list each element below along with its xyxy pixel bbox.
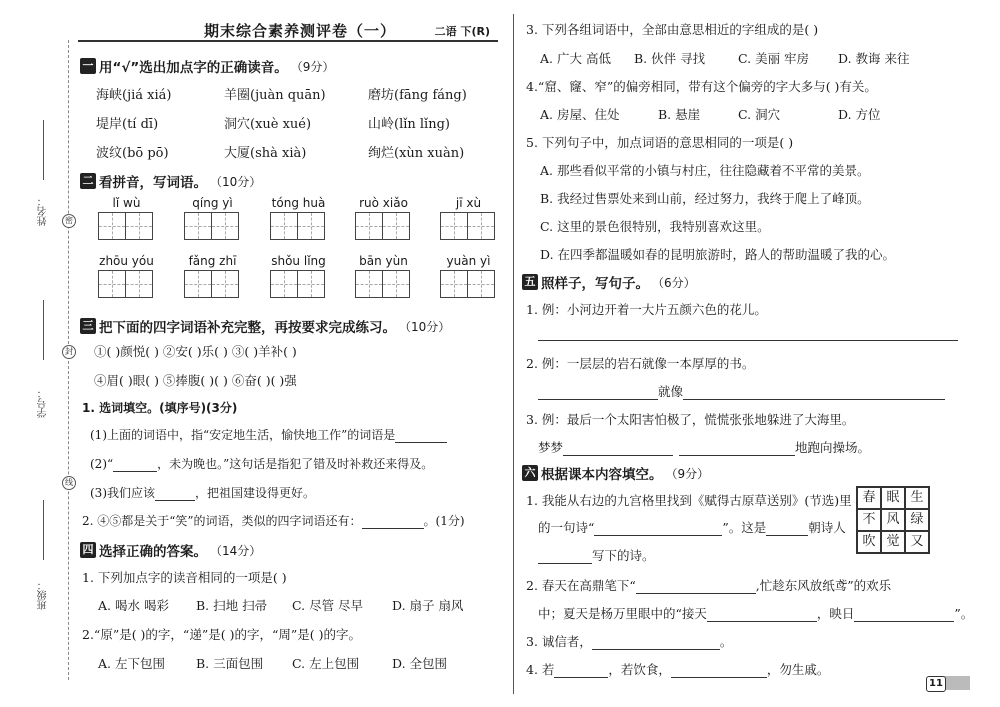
section-points: （9分） [290, 59, 335, 74]
class-blank[interactable] [43, 500, 44, 560]
section-title: 照样子，写句子。 [541, 276, 649, 292]
student-id-label: 学号： [38, 388, 49, 418]
pinyin-label: fǎng zhī [188, 254, 237, 268]
binding-gutter [0, 0, 78, 707]
pronunciation-item[interactable]: 大厦(shà xià) [224, 146, 307, 161]
pinyin-label: ruò xiǎo [359, 196, 408, 210]
answer-blank[interactable] [671, 663, 767, 678]
question-text: (2)“ [90, 457, 114, 471]
page-header [78, 18, 498, 42]
section-title: 选择正确的答案。 [99, 544, 207, 560]
fill-question [538, 604, 973, 622]
choice-option-c[interactable]: C. 这里的景色很特别，我特别喜欢这里。 [540, 219, 770, 234]
section-1-heading [80, 56, 334, 76]
grid-cell: 绿 [905, 509, 929, 531]
pinyin-writing-box[interactable] [355, 196, 412, 244]
question-text: 中；夏天是杨万里眼中的“接天 [538, 606, 707, 621]
answer-blank[interactable] [683, 385, 945, 400]
page-number: 11 [926, 676, 946, 692]
idiom-fill-line[interactable]: ①( )颜悦( ) ②安( )乐( ) ③( )羊补( ) [94, 344, 297, 359]
fill-question [526, 632, 732, 650]
choice-option-a[interactable]: A. 那些看似平常的小镇与村庄，往往隐藏着不平常的美景。 [540, 163, 870, 178]
answer-blank[interactable] [362, 514, 424, 529]
answer-blank[interactable] [679, 441, 795, 456]
grid-cell: 眠 [881, 487, 905, 509]
pinyin-writing-box[interactable] [440, 196, 497, 244]
section-points: （10分） [399, 319, 451, 334]
answer-blank[interactable] [766, 521, 808, 536]
choice-question: 1. 下列加点字的读音相同的一项是( ) [82, 570, 287, 585]
question-text: ，把祖国建设得更好。 [195, 486, 316, 500]
section-number: 一 [80, 58, 96, 74]
pinyin-label: qíng yì [192, 196, 233, 210]
seal-circle-2: 封 [62, 345, 76, 359]
pinyin-label: shǒu lǐng [271, 254, 326, 268]
choice-question: 2.“原”是( )的字，“递”是( )的字，“周”是( )的字。 [82, 627, 361, 642]
choice-option-c[interactable]: C. 尽管 尽早 [292, 598, 364, 613]
choice-option-b[interactable]: B. 三面包围 [196, 656, 264, 671]
fill-question [82, 512, 465, 529]
choice-option-b[interactable]: B. 扫地 扫帚 [196, 598, 268, 613]
pinyin-label: tóng huà [271, 196, 326, 210]
choice-option-a[interactable]: A. 喝水 喝彩 [98, 598, 169, 613]
question-text: ，勿生戚。 [766, 662, 830, 677]
choice-option-d[interactable]: D. 全包围 [392, 656, 448, 671]
seal-circle-3: 线 [62, 476, 76, 490]
fill-question [538, 518, 846, 536]
fill-question [538, 546, 655, 564]
question-text: ，映日 [816, 606, 855, 621]
answer-blank[interactable] [554, 663, 608, 678]
choice-option-c[interactable]: C. 洞穴 [738, 107, 781, 122]
answer-blank[interactable] [854, 607, 954, 622]
answer-blank[interactable] [538, 549, 592, 564]
pinyin-label: jī xù [455, 196, 482, 210]
question-text: 4. 若 [526, 662, 555, 677]
student-id-blank[interactable] [43, 300, 44, 360]
grid-cell: 春 [857, 487, 881, 509]
writing-grid [270, 212, 324, 240]
answer-blank[interactable] [538, 385, 658, 400]
answer-blank[interactable] [636, 579, 756, 594]
choice-option-d[interactable]: D. 在四季都温暖如春的昆明旅游时，路人的帮助温暖了我的心。 [540, 247, 896, 262]
choice-option-d[interactable]: D. 教诲 来往 [838, 51, 910, 66]
question-text: 就像 [658, 384, 684, 399]
seal-circle-1: 密 [62, 214, 76, 228]
question-points: 。(1分) [423, 514, 465, 528]
fill-question [90, 455, 433, 472]
section-title: 根据课本内容填空。 [541, 467, 663, 483]
question-text: 2. ④⑤都是关于“笑”的词语，类似的四字词语还有： [82, 514, 362, 528]
pinyin-label: zhōu yóu [99, 254, 154, 268]
class-label: 班级： [38, 580, 49, 610]
fill-question [526, 660, 829, 678]
pinyin-writing-box[interactable] [270, 196, 327, 244]
section-points: （14分） [210, 543, 262, 558]
left-column [78, 0, 510, 707]
question-text: 写下的诗。 [592, 548, 655, 563]
question-text: 2. 春天在高鼎笔下“ [526, 578, 636, 593]
answer-blank[interactable] [113, 457, 157, 472]
pinyin-writing-box[interactable] [355, 254, 412, 302]
pronunciation-item[interactable]: 山岭(lǐn lǐng) [368, 117, 450, 132]
section-number: 二 [80, 173, 96, 189]
question-text: 梦梦 [538, 440, 564, 455]
writing-grid [184, 270, 238, 298]
name-label: 姓名： [38, 196, 49, 226]
choice-option-c[interactable]: C. 美丽 牢房 [738, 51, 810, 66]
writing-grid [355, 212, 409, 240]
question-text: ,忙趁东风放纸鸢”的欢乐 [755, 578, 892, 593]
answer-blank[interactable] [594, 521, 722, 536]
section-2-heading [80, 171, 261, 191]
question-text: (1)上面的词语中，指“安定地生活，愉快地工作”的词语是 [90, 428, 396, 442]
section-6-heading [522, 463, 709, 483]
section-number: 六 [522, 465, 538, 481]
pinyin-writing-box[interactable] [184, 196, 241, 244]
pinyin-writing-box[interactable] [184, 254, 241, 302]
section-5-heading [522, 272, 696, 292]
section-points: （6分） [652, 275, 696, 290]
choice-question: 3. 下列各组词语中，全部由意思相近的字组成的是( ) [526, 22, 819, 37]
fill-question [90, 484, 315, 501]
section-points: （10分） [210, 174, 262, 189]
pronunciation-item[interactable]: 海峡(jiá xiá) [96, 88, 172, 103]
section-title: 看拼音，写词语。 [99, 175, 207, 191]
fill-question [90, 426, 447, 443]
answer-blank[interactable] [592, 635, 720, 650]
example-sentence: 3. 例：最后一个太阳害怕极了，慌慌张张地躲进了大海里。 [526, 412, 855, 427]
question-text: ，未为晚也。”这句话是指犯了错及时补救还来得及。 [157, 457, 434, 471]
right-column [520, 0, 990, 707]
question-text: 朝诗人 [808, 520, 846, 535]
choice-option-a[interactable]: A. 左下包围 [98, 656, 165, 671]
choice-option-b[interactable]: B. 悬崖 [658, 107, 701, 122]
writing-grid [440, 270, 494, 298]
pinyin-label: bān yùn [359, 254, 408, 268]
idiom-fill-line[interactable]: ④眉( )眼( ) ⑤捧腹( )( ) ⑥奋( )( )强 [94, 373, 297, 388]
choice-question: 4.“窟、窿、窄”的偏旁相同，带有这个偏旁的字大多与( )有关。 [526, 79, 877, 94]
fill-question [538, 382, 945, 400]
writing-grid [355, 270, 409, 298]
pronunciation-item[interactable]: 磨坊(fāng fáng) [368, 88, 467, 103]
choice-option-a[interactable]: A. 广大 高低 [540, 51, 611, 66]
writing-grid [98, 270, 152, 298]
nine-grid [856, 486, 930, 554]
grid-cell: 又 [905, 531, 929, 553]
example-sentence: 2. 例：一层层的岩石就像一本厚厚的书。 [526, 356, 755, 371]
answer-blank[interactable] [155, 486, 195, 501]
cut-line [68, 40, 69, 680]
answer-blank[interactable] [707, 607, 817, 622]
section-points: （9分） [665, 466, 710, 481]
question-text: 1. 我能从右边的九宫格里找到《赋得古原草送别》(节选)里 [526, 493, 852, 508]
grid-cell: 不 [857, 509, 881, 531]
question-text: ”。 [954, 606, 974, 621]
grid-cell: 觉 [881, 531, 905, 553]
grid-cell: 吹 [857, 531, 881, 553]
choice-option-b[interactable]: B. 我经过售票处来到山前，经过努力，我终于爬上了峰顶。 [540, 191, 870, 206]
pinyin-writing-box[interactable] [98, 196, 155, 244]
answer-blank[interactable] [395, 428, 447, 443]
section-4-heading [80, 540, 261, 560]
section-number: 四 [80, 542, 96, 558]
example-sentence: 1. 例：小河边开着一大片五颜六色的花儿。 [526, 302, 767, 317]
choice-question: 5. 下列句子中，加点词语的意思相同的一项是( ) [526, 135, 794, 150]
pinyin-writing-box[interactable] [270, 254, 327, 302]
grid-cell: 生 [905, 487, 929, 509]
column-divider [513, 14, 514, 694]
page-title: 期末综合素养测评卷（一） [204, 22, 397, 40]
pronunciation-item[interactable]: 洞穴(xuè xué) [224, 117, 312, 132]
question-text: 3. 诚信者， [526, 634, 592, 649]
section-number: 三 [80, 318, 96, 334]
question-label: 1. 选词填空。(填序号)(3分) [82, 401, 238, 415]
pinyin-writing-box[interactable] [440, 254, 497, 302]
choice-option-c[interactable]: C. 左上包围 [292, 656, 360, 671]
choice-option-d[interactable]: D. 方位 [838, 107, 881, 122]
pinyin-label: lǐ wù [112, 196, 141, 210]
question-text: (3)我们应该 [90, 486, 155, 500]
writing-grid [184, 212, 238, 240]
section-title: 把下面的四字词语补充完整，再按要求完成练习。 [99, 320, 396, 336]
grade-tag: 二语 下(R) [434, 25, 490, 38]
pinyin-writing-box[interactable] [98, 254, 155, 302]
answer-blank[interactable] [563, 441, 673, 456]
fill-question [538, 438, 870, 456]
section-3-heading [80, 316, 450, 336]
question-text: ，若饮食， [608, 662, 671, 677]
question-text: 地跑向操场。 [795, 440, 871, 455]
writing-grid [270, 270, 324, 298]
choice-option-d[interactable]: D. 扇子 扇风 [392, 598, 464, 613]
page-number-bar [944, 676, 970, 690]
grid-cell: 风 [881, 509, 905, 531]
pronunciation-item[interactable]: 绚烂(xùn xuàn) [368, 146, 465, 161]
pronunciation-item[interactable]: 波纹(bō pō) [96, 146, 169, 161]
answer-line[interactable] [538, 340, 958, 341]
choice-option-b[interactable]: B. 伙伴 寻找 [634, 51, 706, 66]
name-blank[interactable] [43, 120, 44, 180]
question-text: 的一句诗“ [538, 520, 595, 535]
pinyin-label: yuàn yì [446, 254, 491, 268]
pronunciation-item[interactable]: 堤岸(tí dī) [96, 117, 159, 132]
question-text: 。 [719, 634, 733, 649]
section-title: 用“√”选出加点字的正确读音。 [99, 60, 288, 76]
fill-question [526, 576, 891, 594]
pronunciation-item[interactable]: 羊圈(juàn quān) [224, 88, 326, 103]
choice-option-a[interactable]: A. 房屋、住处 [540, 107, 620, 122]
writing-grid [440, 212, 494, 240]
question-text: ”。这是 [722, 520, 767, 535]
section-number: 五 [522, 274, 538, 290]
writing-grid [98, 212, 152, 240]
